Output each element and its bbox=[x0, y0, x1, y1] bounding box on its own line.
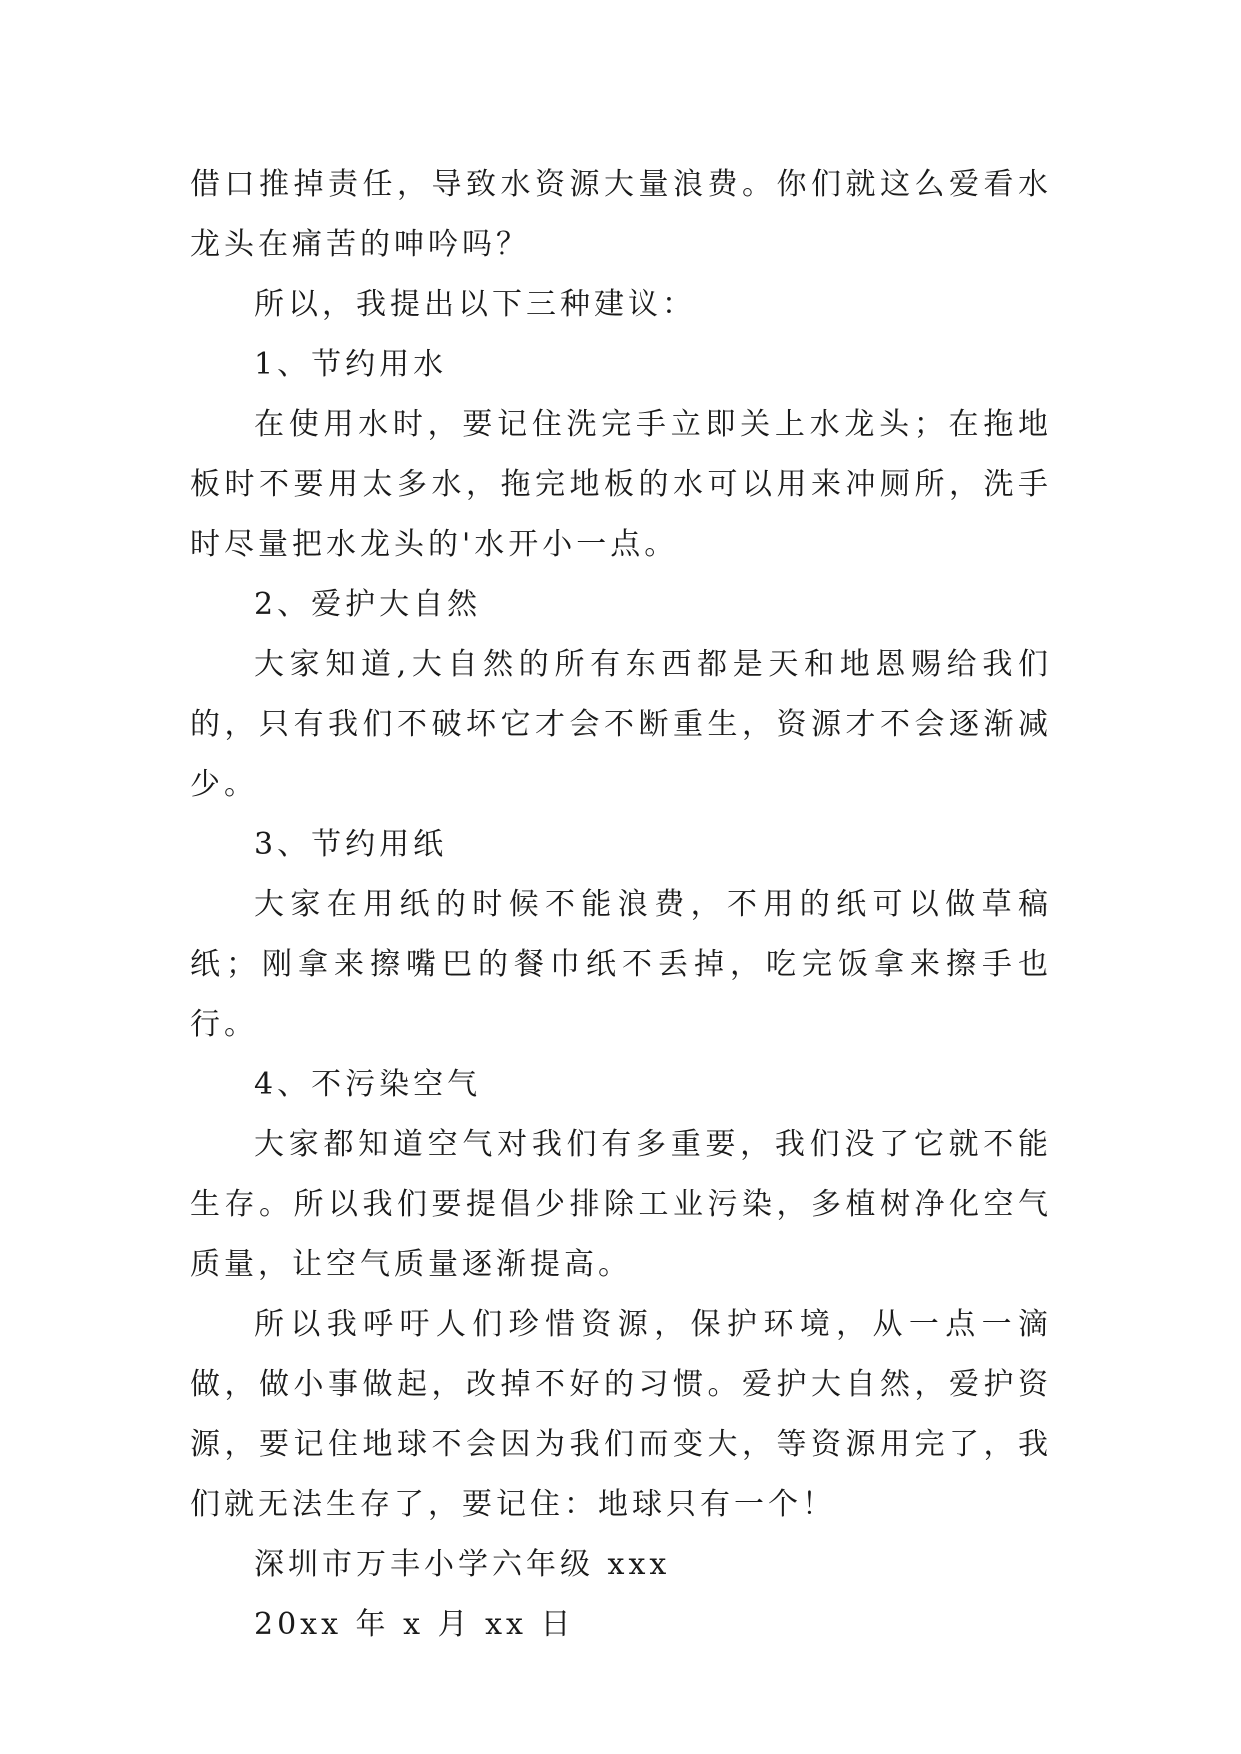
paragraph-continuation: 借口推掉责任，导致水资源大量浪费。你们就这么爱看水龙头在痛苦的呻吟吗？ bbox=[190, 167, 1052, 262]
signature-date: 20xx 年 x 月 xx 日 bbox=[254, 1607, 575, 1642]
paragraph-protect-nature: 大家知道,大自然的所有东西都是天和地恩赐给我们的，只有我们不破坏它才会不断重生，资源才不会逐渐减少。 bbox=[190, 647, 1052, 802]
heading-no-air-pollution: 4、不污染空气 bbox=[254, 1067, 482, 1102]
paragraph-save-paper: 大家在用纸的时候不能浪费，不用的纸可以做草稿纸；刚拿来擦嘴巴的餐巾纸不丢掉，吃完饭拿来擦手也行。 bbox=[190, 887, 1052, 1042]
heading-save-paper: 3、节约用纸 bbox=[254, 827, 448, 862]
paragraph-save-water: 在使用水时，要记住洗完手立即关上水龙头；在拖地板时不要用太多水，拖完地板的水可以用来冲厕所，洗手时尽量把水龙头的'水开小一点。 bbox=[190, 407, 1052, 562]
heading-protect-nature: 2、爱护大自然 bbox=[254, 587, 482, 622]
paragraph-no-air-pollution: 大家都知道空气对我们有多重要，我们没了它就不能生存。所以我们要提倡少排除工业污染，多植树净化空气质量，让空气质量逐渐提高。 bbox=[190, 1127, 1052, 1282]
signature-author: 深圳市万丰小学六年级 xxx bbox=[254, 1547, 671, 1582]
paragraph-conclusion: 所以我呼吁人们珍惜资源，保护环境，从一点一滴做，做小事做起，改掉不好的习惯。爱护大自然，爱护资源，要记住地球不会因为我们而变大，等资源用完了，我们就无法生存了，要记住：地球只有一个！ bbox=[190, 1307, 1052, 1522]
heading-save-water: 1、节约用水 bbox=[254, 347, 448, 382]
paragraph-intro-suggestions: 所以，我提出以下三种建议： bbox=[254, 287, 696, 322]
document-body bbox=[190, 155, 1052, 1655]
